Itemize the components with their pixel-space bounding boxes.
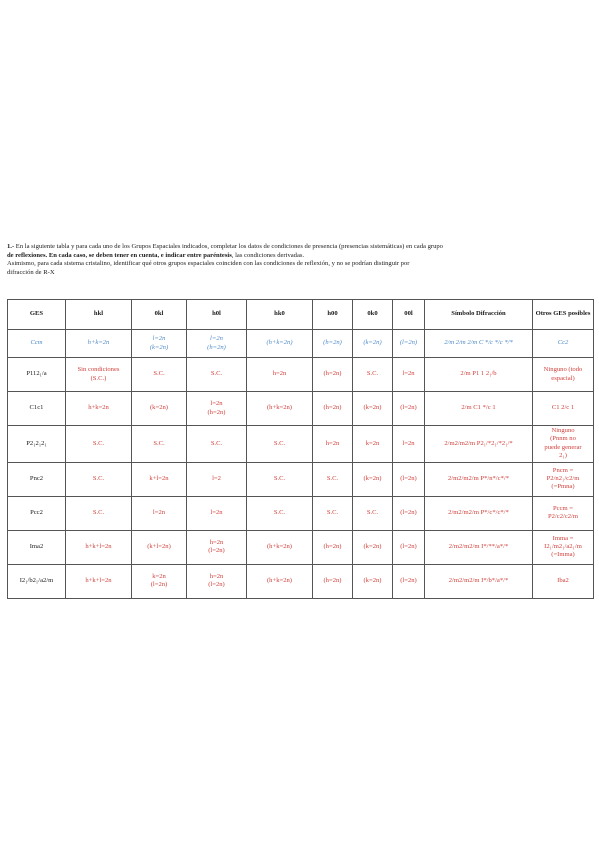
answer-cell: S.C. [132, 358, 187, 392]
answer-cell: 2/m P1 1 2₁/b [425, 358, 533, 392]
cell-line: Pncm = [552, 466, 574, 474]
example-row [8, 330, 594, 358]
cell-line: l=2n [152, 335, 166, 343]
cell-line: Pccm = [552, 504, 574, 512]
instructions-line-1 [7, 243, 591, 252]
answer-cell [533, 426, 594, 463]
answer-cell: S.C. [353, 358, 393, 392]
answer-cell: k=2n [353, 426, 393, 463]
answer-cell: S.C. [187, 358, 247, 392]
cell-line: (=Pmna) [551, 483, 575, 491]
answer-cell: (h+k=2n) [247, 564, 313, 598]
example-cell [187, 330, 247, 358]
cell-line: P2/c2/c2/m [547, 513, 579, 521]
cell-line: P2/n2₁/c2/m [546, 474, 580, 482]
answer-cell: 2/m2/m2/m P2₁/*2₁/*2₁/* [425, 426, 533, 463]
answer-cell: S.C. [247, 462, 313, 496]
answer-cell: (h=2n) [313, 392, 353, 426]
table-row [8, 496, 594, 530]
cell-line: (S.C.) [90, 374, 107, 382]
answer-cell: (k=2n) [353, 462, 393, 496]
space-group-cell: P2₁2₁2₁ [8, 426, 66, 463]
answer-cell: l=2n [187, 496, 247, 530]
column-header: h0l [187, 300, 247, 330]
answer-cell: C1 2/c 1 [533, 392, 594, 426]
answer-cell: (l=2n) [393, 462, 425, 496]
column-header: Otros GES posibles [533, 300, 594, 330]
answer-cell [187, 392, 247, 426]
column-header: Símbolo Difracción [425, 300, 533, 330]
cell-line: Imma = [552, 534, 574, 542]
answer-cell: (k=2n) [353, 564, 393, 598]
cell-line: (=Imma) [551, 551, 575, 559]
cell-line: (Pnnm no [550, 435, 576, 443]
answer-cell: (h=2n) [313, 358, 353, 392]
instructions-line-2 [7, 252, 591, 261]
exercise-number: 1.- [7, 243, 16, 250]
example-cell: (k=2n) [353, 330, 393, 358]
cell-line: Ninguno [551, 427, 575, 434]
answer-cell: (k+l=2n) [132, 530, 187, 564]
answer-cell: (k=2n) [353, 392, 393, 426]
answer-cell: 2/m2/m2/m P*/n*/c*/* [425, 462, 533, 496]
table-row [8, 564, 594, 598]
answer-cell [533, 462, 594, 496]
column-header: hk0 [247, 300, 313, 330]
answer-cell: (h+k=2n) [247, 392, 313, 426]
space-group-cell: Pcc2 [8, 496, 66, 530]
answer-cell: h+k+l=2n [66, 564, 132, 598]
example-cell: Cc2 [533, 330, 594, 358]
instructions-line-2-rest: , las condiciones derivadas. [231, 251, 305, 259]
answer-cell: h+k=2n [66, 392, 132, 426]
instructions-emphasis: indicar entre paréntesis [165, 251, 232, 259]
column-header: 00l [393, 300, 425, 330]
cell-line: (l=2n) [208, 581, 225, 589]
answer-cell: h+k+l=2n [66, 530, 132, 564]
cell-line: Ninguno (todo [543, 366, 583, 374]
answer-cell: 2/m2/m2/m I*/b*/a*/* [425, 564, 533, 598]
answer-cell: S.C. [313, 462, 353, 496]
table-header-row [8, 300, 594, 330]
table-row [8, 530, 594, 564]
cell-line: (k=2n) [149, 343, 169, 351]
answer-cell: (k=2n) [132, 392, 187, 426]
answer-cell [187, 530, 247, 564]
answer-cell: S.C. [353, 496, 393, 530]
answer-cell: S.C. [66, 496, 132, 530]
answer-cell [66, 358, 132, 392]
cell-line: Sin condiciones [77, 366, 120, 374]
cell-line: (h=2n) [207, 408, 226, 416]
answer-cell: 2/m2/m2/m P*/c*/c*/* [425, 496, 533, 530]
answer-cell [533, 496, 594, 530]
column-header: GES [8, 300, 66, 330]
cell-line: h=2n [209, 572, 224, 580]
example-cell: (l=2n) [393, 330, 425, 358]
table-body [8, 330, 594, 599]
cell-line: (h=2n) [207, 343, 226, 351]
cell-line: (l=2n) [208, 547, 225, 555]
answer-cell: (l=2n) [393, 392, 425, 426]
table-row [8, 462, 594, 496]
example-cell: h+k=2n [66, 330, 132, 358]
answer-cell: l=2 [187, 462, 247, 496]
answer-cell: (l=2n) [393, 530, 425, 564]
cell-line: k=2n [152, 572, 166, 580]
answer-cell: S.C. [187, 426, 247, 463]
answer-cell [533, 358, 594, 392]
instructions-line-3: Asimismo, para cada sistema cristalino, identificar qué otros grupos espaciales coinciden con las condiciones de reflexión, y no se podrían distinguir por [7, 260, 410, 268]
example-cell: (h+k=2n) [247, 330, 313, 358]
answer-cell: l=2n [393, 426, 425, 463]
answer-cell: l=2n [132, 496, 187, 530]
cell-line: l=2n [210, 335, 223, 343]
column-header: 0kl [132, 300, 187, 330]
column-header: hkl [66, 300, 132, 330]
example-cell [132, 330, 187, 358]
cell-line: l=2n [210, 400, 223, 408]
space-groups-table [7, 299, 594, 599]
answer-cell: S.C. [66, 426, 132, 463]
example-cell: (h=2n) [313, 330, 353, 358]
answer-cell: (h=2n) [313, 564, 353, 598]
answer-cell: l=2n [393, 358, 425, 392]
cell-line: I2₁/m2₁/a2₁/m [544, 542, 582, 550]
table-row [8, 392, 594, 426]
answer-cell: h=2n [247, 358, 313, 392]
answer-cell: S.C. [132, 426, 187, 463]
cell-line: espacial) [551, 374, 575, 382]
answer-cell: S.C. [247, 426, 313, 463]
table-row [8, 426, 594, 463]
answer-cell: S.C. [66, 462, 132, 496]
space-group-cell: Pnc2 [8, 462, 66, 496]
instructions-line-4: difracción de R-X [7, 268, 55, 276]
cell-line: 2₁) [559, 452, 567, 460]
space-group-cell: P112₁/a [8, 358, 66, 392]
answer-cell [533, 530, 594, 564]
answer-cell: Iba2 [533, 564, 594, 598]
answer-cell: (l=2n) [393, 564, 425, 598]
example-cell: 2/m 2/m 2/m C */c */c */* [425, 330, 533, 358]
answer-cell: 2/m C1 */c 1 [425, 392, 533, 426]
answer-cell [187, 564, 247, 598]
instructions-line-2-bold: de reflexiones. En cada caso, se deben tener en cuenta, e [7, 251, 166, 259]
answer-cell: S.C. [247, 496, 313, 530]
cell-line: (l=2n) [150, 581, 168, 589]
instructions-line-1-text: En la siguiente tabla y para cada uno de los Grupos Espaciales indicados, completar los datos de condiciones de presencia (presencias sistemáticas) en cada grupo [15, 243, 443, 250]
answer-cell: (l=2n) [393, 496, 425, 530]
cell-line: h=2n [209, 538, 224, 546]
cell-line: puede generar [544, 443, 582, 451]
space-group-cell: Ima2 [8, 530, 66, 564]
column-header: 0k0 [353, 300, 393, 330]
answer-cell: 2/m2/m2/m I*/**/a*/* [425, 530, 533, 564]
table-row [8, 358, 594, 392]
instructions [7, 243, 591, 277]
space-group-cell: C1c1 [8, 392, 66, 426]
answer-cell: (h=2n) [313, 530, 353, 564]
answer-cell [132, 564, 187, 598]
answer-cell: (h+k=2n) [247, 530, 313, 564]
example-cell: Ccm [8, 330, 66, 358]
column-header: h00 [313, 300, 353, 330]
answer-cell: h=2n [313, 426, 353, 463]
space-group-cell: I2₁/b2₁/a2/m [8, 564, 66, 598]
answer-cell: (k=2n) [353, 530, 393, 564]
answer-cell: S.C. [313, 496, 353, 530]
answer-cell: k+l=2n [132, 462, 187, 496]
